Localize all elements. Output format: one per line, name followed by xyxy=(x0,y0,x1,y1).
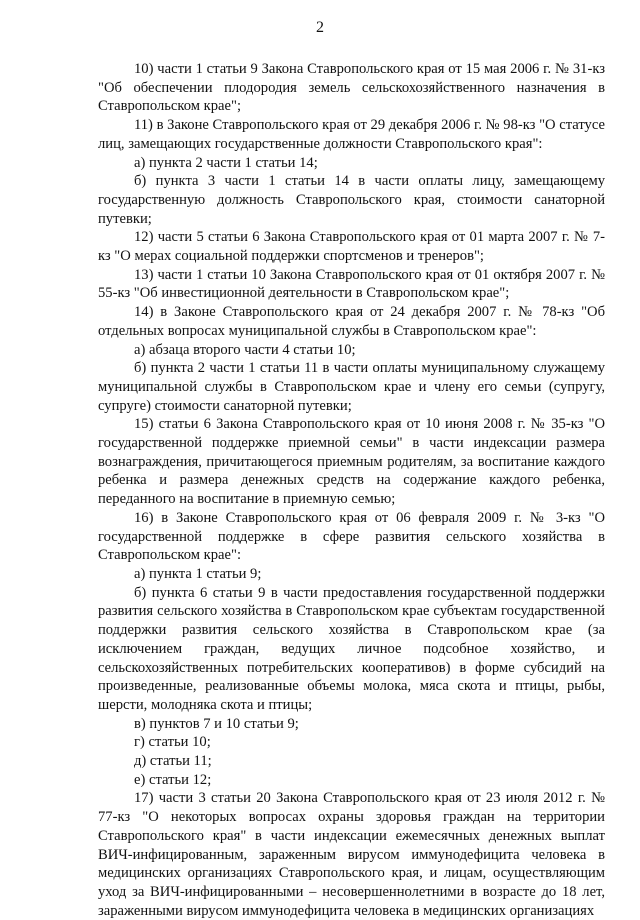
paragraph-item-10: 10) части 1 статьи 9 Закона Ставропольского края от 15 мая 2006 г. № 31-кз "Об обеспечении плодородия земель сельскохозяйственного назначения в Ставропольском крае"; xyxy=(98,61,605,115)
paragraph-subitem-16a: а) пункта 1 статьи 9; xyxy=(134,565,262,582)
paragraph-subitem-14a: а) абзаца второго части 4 статьи 10; xyxy=(134,341,356,358)
paragraph-item-17: 17) части 3 статьи 20 Закона Ставропольского края от 23 июля 2012 г. № 77-кз "О некоторых вопросах охраны здоровья граждан на территории Ставропольского края" в части индексации ежемесячных денежных выплат ВИЧ-инфицированным, зараженным вирусом иммунодефицита человека в медицинских организациях Ставропольского края, и лицам, осуществляющим уход за ВИЧ-инфицированными – несовершеннолетними в возрасте до 18 лет, зараженными вирусом иммунодефицита человека в медицинских организациях xyxy=(98,790,605,919)
paragraph-item-14: 14) в Законе Ставропольского края от 24 декабря 2007 г. № 78-кз "Об отдельных вопросах муниципальной службы в Ставропольском крае": xyxy=(98,304,605,339)
paragraph-subitem-11b: б) пункта 3 части 1 статьи 14 в части оплаты лицу, замещающему государственную должность Ставропольского края, стоимости санаторной путевки; xyxy=(98,173,605,227)
paragraph-item-16: 16) в Законе Ставропольского края от 06 февраля 2009 г. № 3-кз "О государственной поддержке в сфере развития сельского хозяйства в Ставропольском крае": xyxy=(98,509,605,564)
paragraph-subitem-16v: в) пунктов 7 и 10 статьи 9; xyxy=(134,715,299,732)
paragraph-item-13: 13) части 1 статьи 10 Закона Ставропольского края от 01 октября 2007 г. № 55-кз "Об инвестиционной деятельности в Ставропольском крае"; xyxy=(98,266,605,302)
paragraph-subitem-16b: б) пункта 6 статьи 9 в части предоставления государственной поддержки развития сельского хозяйства в Ставропольском крае субъектам государственной поддержки развития сельского хозяйства в Ставропольском крае (за исключением граждан, ведущих личное подсобное хозяйство, и сельскохозяйственных потребительских кооперативов) в форме субсидий на произведенные, реализованные объемы молока, мяса скота и птицы, рыбы, шерсти, молодняка скота и птицы; xyxy=(98,584,605,713)
paragraph-subitem-16d: д) статьи 11; xyxy=(134,753,212,770)
document-body xyxy=(98,60,605,920)
page-number: 2 xyxy=(316,19,324,36)
paragraph-subitem-14b: б) пункта 2 части 1 статьи 11 в части оплаты муниципальному служащему муниципальной службы в Ставропольском крае и члену его семьи (супругу, супруге) стоимости санаторной путевки; xyxy=(98,360,605,414)
paragraph-subitem-11a: а) пункта 2 части 1 статьи 14; xyxy=(134,154,318,171)
paragraph-item-15: 15) статьи 6 Закона Ставропольского края от 10 июня 2008 г. № 35-кз "О государственной поддержке приемной семьи" в части индексации размера вознаграждения, причитающегося приемным родителям, за воспитание каждого ребенка и размера денежных средств на содержание каждого ребенка, переданного на воспитание в приемную семью; xyxy=(98,416,605,508)
paragraph-item-12: 12) части 5 статьи 6 Закона Ставропольского края от 01 марта 2007 г. № 7-кз "О мерах социальной поддержки спортсменов и тренеров"; xyxy=(98,229,605,265)
paragraph-item-11: 11) в Законе Ставропольского края от 29 декабря 2006 г. № 98-кз "О статусе лиц, замещающих государственные должности Ставропольского края": xyxy=(98,117,605,152)
paragraph-subitem-16g: г) статьи 10; xyxy=(134,734,211,751)
paragraph-subitem-16e: е) статьи 12; xyxy=(134,771,212,788)
